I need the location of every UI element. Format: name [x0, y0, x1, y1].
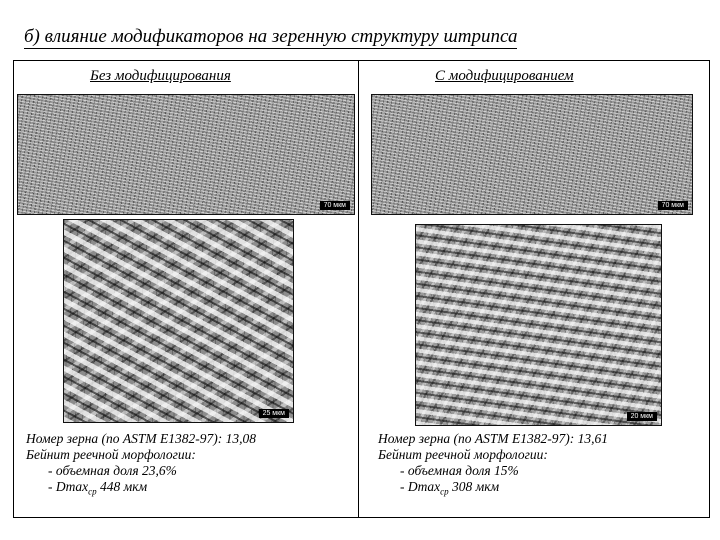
- caption-unmodified: [26, 431, 256, 500]
- caption-modified: [378, 431, 608, 500]
- bainite-morphology-text: Бейнит реечной морфологии:: [378, 447, 548, 462]
- scale-bar-label: 70 мкм: [658, 201, 688, 210]
- scale-bar-label: 25 мкм: [259, 409, 289, 418]
- micrograph-low-mag-modified: [371, 94, 693, 215]
- scale-bar-label: 20 мкм: [627, 412, 657, 421]
- slide-title: б) влияние модификаторов на зеренную структуру штрипса: [24, 26, 518, 47]
- micrograph-high-mag-unmodified: [63, 219, 294, 423]
- volume-fraction-text: - объемная доля 23,6%: [48, 463, 177, 478]
- column-title-without-modification: Без модифицирования: [90, 68, 231, 84]
- dmax-text: - Dmax$_{ср}$ 308 мкм: [400, 479, 500, 497]
- grain-number-text: Номер зерна (по ASTM E1382-97): 13,61: [378, 431, 609, 446]
- micrograph-low-mag-unmodified: [17, 94, 355, 215]
- grain-number-text: Номер зерна (по ASTM E1382-97): 13,08: [26, 431, 257, 446]
- micrograph-high-mag-modified: [415, 224, 662, 426]
- column-divider: [358, 60, 359, 518]
- volume-fraction-text: - объемная доля 15%: [400, 463, 519, 478]
- bainite-morphology-text: Бейнит реечной морфологии:: [26, 447, 196, 462]
- scale-bar-label: 70 мкм: [320, 201, 350, 210]
- dmax-text: - Dmax$_{ср}$ 448 мкм: [48, 479, 148, 497]
- column-title-with-modification: С модифицированием: [435, 68, 574, 84]
